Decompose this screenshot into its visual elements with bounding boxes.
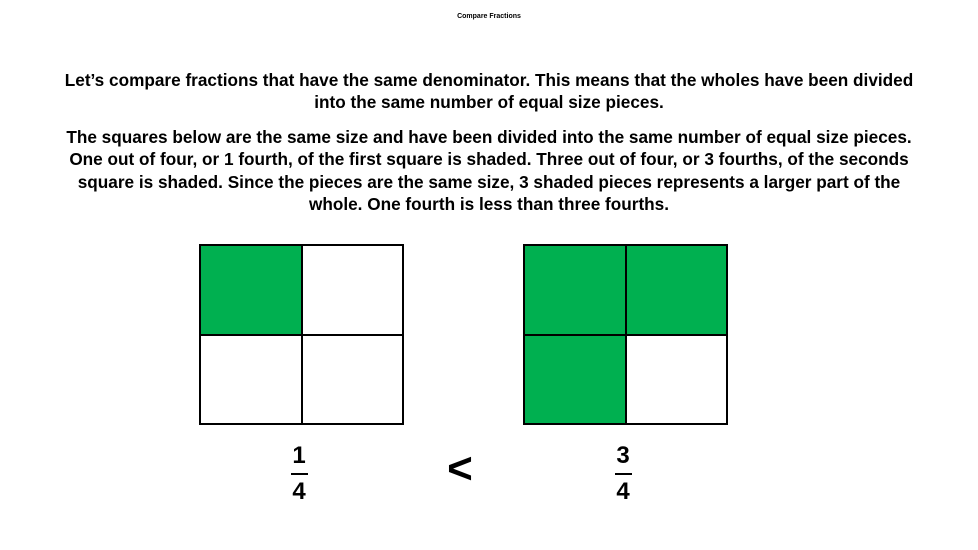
fraction-three-fourths xyxy=(603,443,643,505)
explanation-paragraph: The squares below are the same size and have been divided into the same number of equal size pieces. One out of four, or 1 fourth, of the first square is shaded. Three out of four, or 3 fourths, of the seconds square is shaded. Since the pieces are the same size, 3 shaded pieces represents a larger part of the whole. One fourth is less than three fourths. xyxy=(66,127,912,214)
fraction-bar xyxy=(615,473,632,475)
right-square-cell xyxy=(524,245,626,335)
slide-title: Compare Fractions xyxy=(457,13,521,20)
three-fourths-square-model xyxy=(523,244,728,425)
right-square-cell xyxy=(626,245,728,335)
intro-paragraph: Let’s compare fractions that have the same denominator. This means that the wholes have been divided into the same number of equal size pieces. xyxy=(64,70,914,113)
fraction-bar xyxy=(291,473,308,475)
one-fourth-square-model xyxy=(199,244,404,425)
right-square-cell xyxy=(626,335,728,425)
left-square-cell xyxy=(200,245,302,335)
fraction-one-fourth xyxy=(279,443,319,505)
right-square-cell xyxy=(524,335,626,425)
less-than-sign: < xyxy=(447,444,473,493)
left-square-cell xyxy=(200,335,302,425)
fraction-numerator: 1 xyxy=(292,442,306,469)
fraction-denominator: 4 xyxy=(292,478,306,505)
left-square-cell xyxy=(302,245,404,335)
fraction-numerator: 3 xyxy=(616,442,630,469)
fraction-denominator: 4 xyxy=(616,478,630,505)
left-square-cell xyxy=(302,335,404,425)
